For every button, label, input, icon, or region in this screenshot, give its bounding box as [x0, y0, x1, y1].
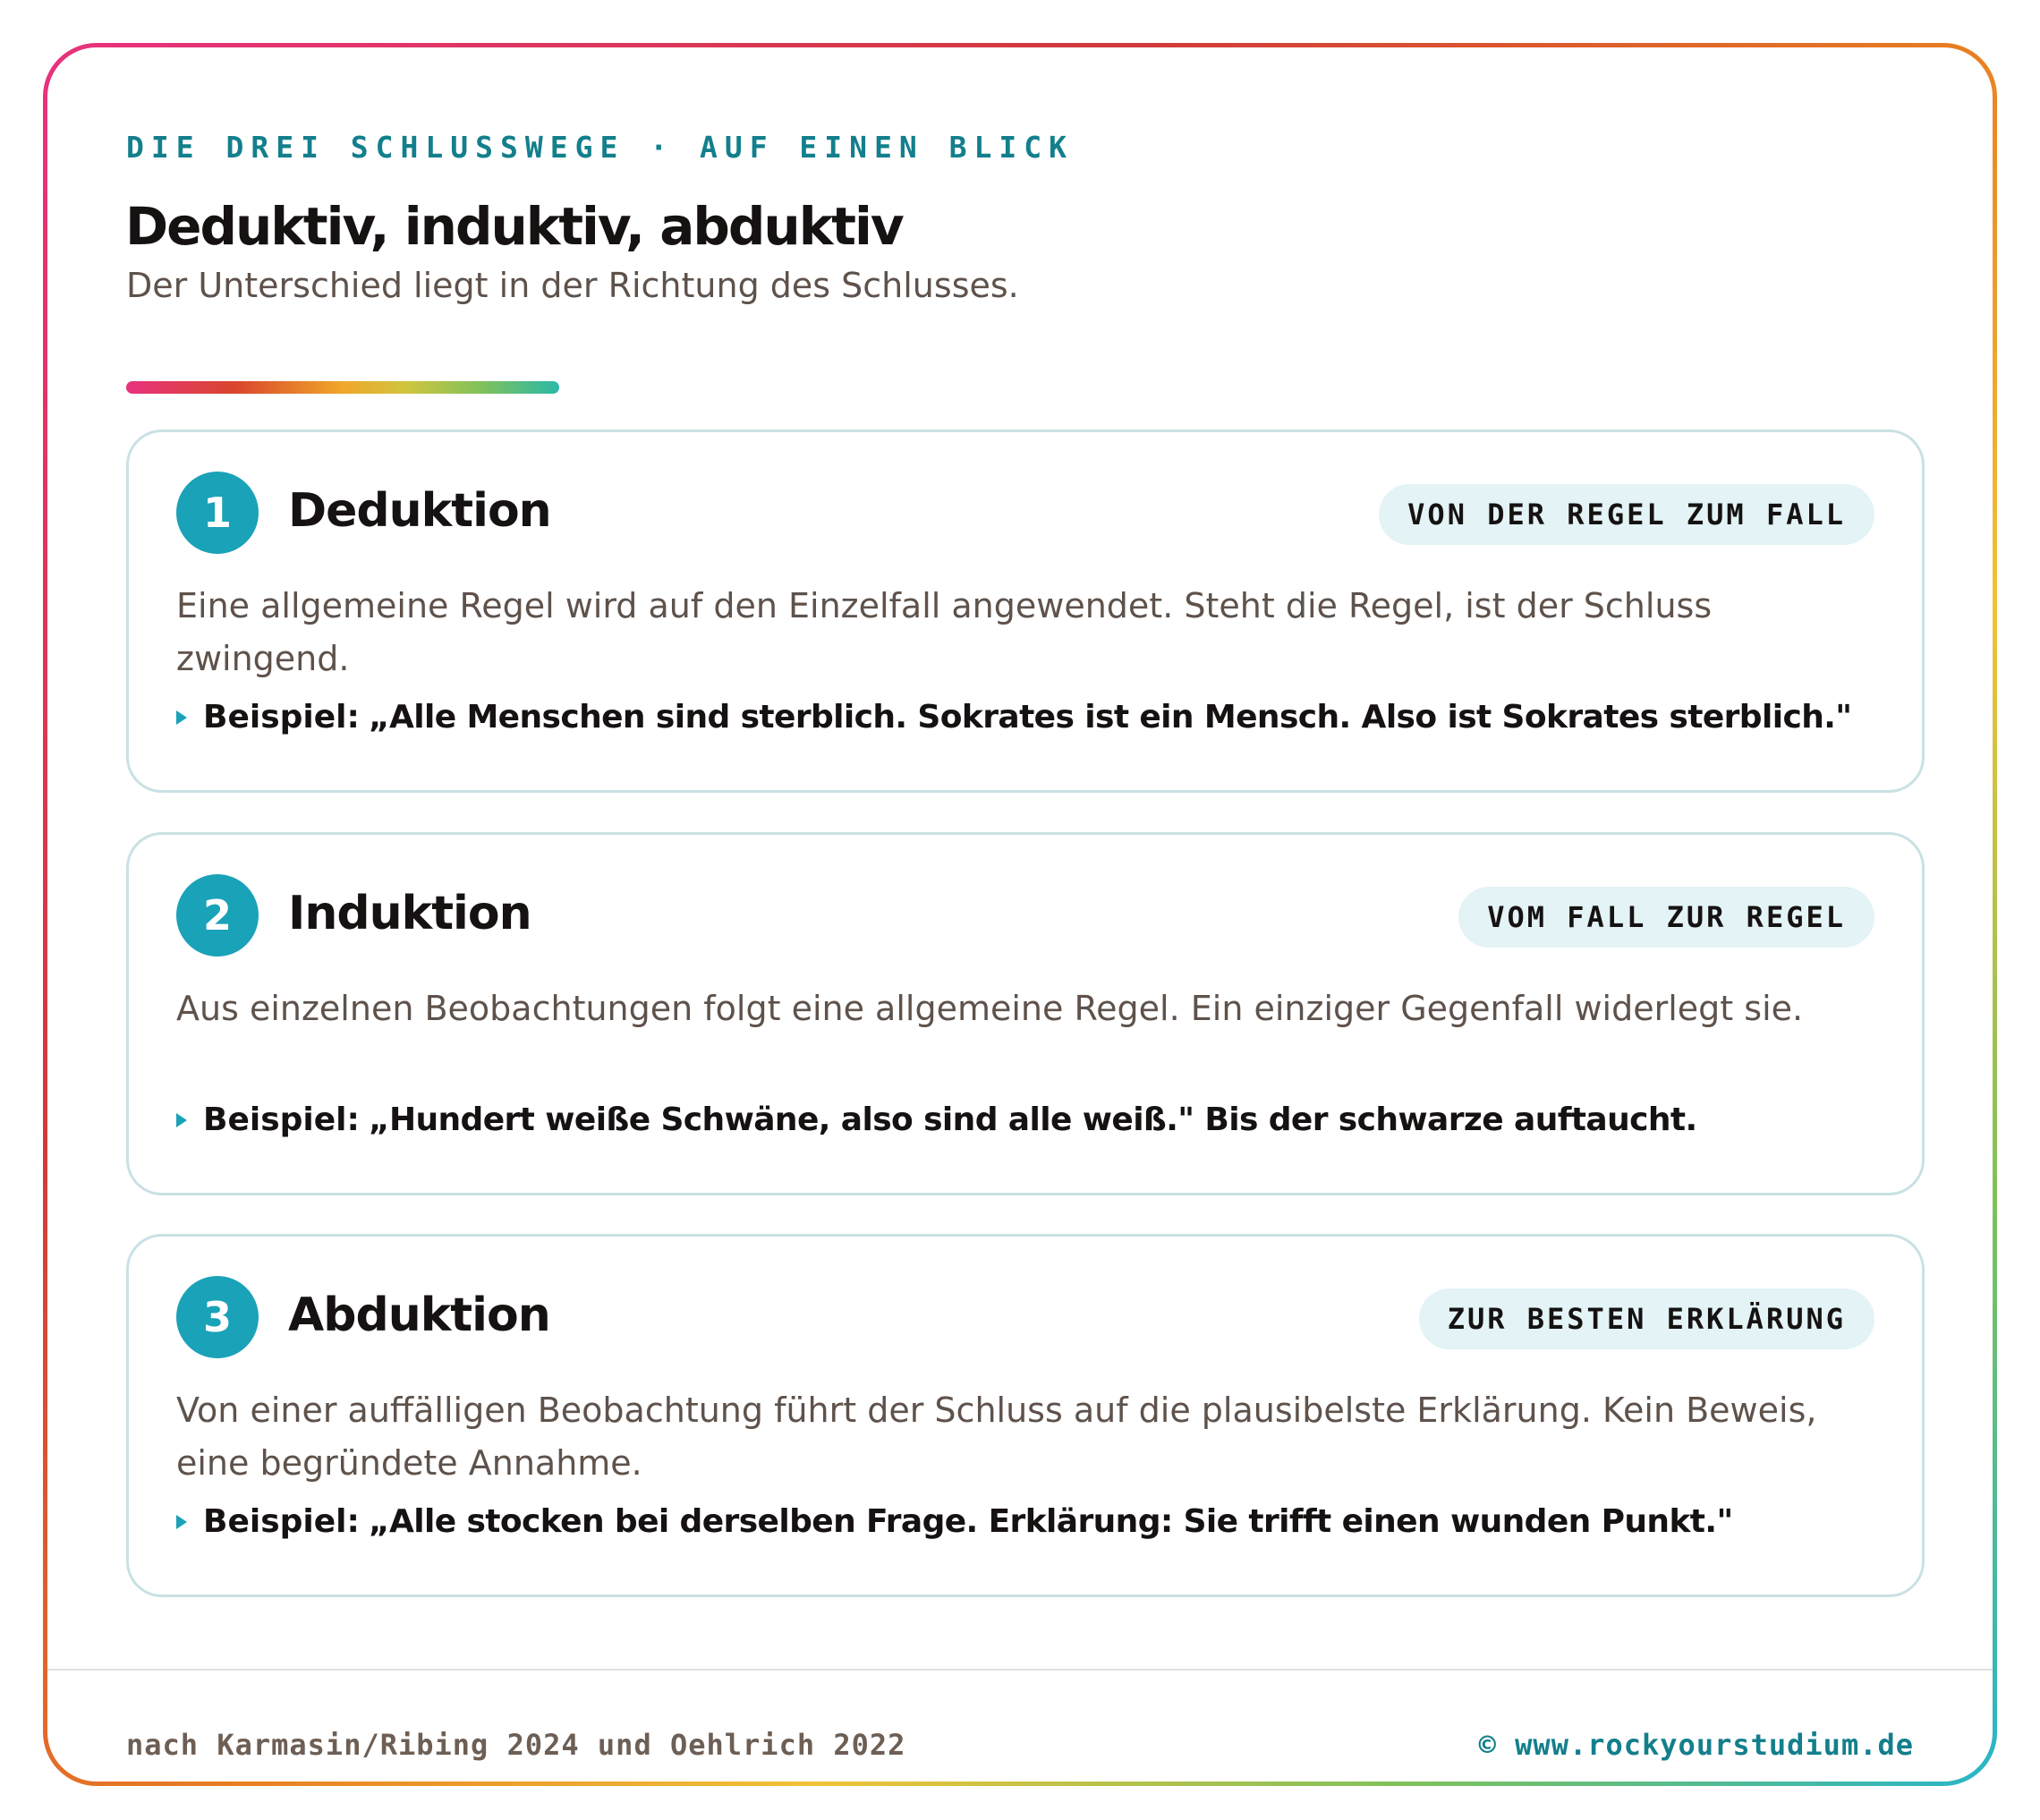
- card-example: [176, 1503, 1733, 1540]
- direction-badge: ZUR BESTEN ERKLÄRUNG: [1419, 1288, 1874, 1349]
- eyebrow-label: DIE DREI SCHLUSSWEGE · AUF EINEN BLICK: [126, 130, 1074, 165]
- card-title: Deduktion: [288, 484, 551, 538]
- card-title: Induktion: [288, 887, 531, 940]
- triangle-right-icon: [176, 710, 187, 725]
- triangle-right-icon: [176, 1113, 187, 1127]
- gradient-frame: [43, 43, 1997, 1786]
- example-label: Beispiel:: [203, 1503, 360, 1540]
- footer-copyright: © www.rockyourstudium.de: [1478, 1728, 1914, 1762]
- card-deduktion: [126, 429, 1925, 793]
- page-title: Deduktiv, induktiv, abduktiv: [125, 196, 903, 257]
- footer-source: nach Karmasin/Ribing 2024 und Oehlrich 2022: [126, 1728, 906, 1762]
- direction-badge: VOM FALL ZUR REGEL: [1458, 887, 1874, 948]
- card-description: Eine allgemeine Regel wird auf den Einzelfall angewendet. Steht die Regel, ist der Schluss zwingend.: [176, 586, 1713, 678]
- card-example: [176, 1101, 1697, 1138]
- accent-bar: [126, 381, 559, 394]
- card-description: Aus einzelnen Beobachtungen folgt eine allgemeine Regel. Ein einziger Gegenfall widerlegt sie.: [176, 989, 1804, 1028]
- example-text: „Hundert weiße Schwäne, also sind alle weiß." Bis der schwarze auftaucht.: [368, 1101, 1697, 1138]
- card-example: [176, 699, 1851, 736]
- example-label: Beispiel:: [203, 699, 360, 736]
- direction-badge: VON DER REGEL ZUM FALL: [1379, 484, 1874, 545]
- card-description: Von einer auffälligen Beobachtung führt der Schluss auf die plausibelste Erklärung. Kein Beweis, eine begründete Annahme.: [176, 1391, 1817, 1483]
- example-text: „Alle Menschen sind sterblich. Sokrates ist ein Mensch. Also ist Sokrates sterblich.": [368, 699, 1852, 736]
- card-title: Abduktion: [288, 1288, 550, 1342]
- card-abduktion: [126, 1234, 1925, 1597]
- content-panel: [47, 47, 1993, 1782]
- step-number-badge: 1: [176, 472, 259, 554]
- example-text: „Alle stocken bei derselben Frage. Erklärung: Sie trifft einen wunden Punkt.": [368, 1503, 1733, 1540]
- card-induktion: [126, 832, 1925, 1195]
- step-number-badge: 3: [176, 1276, 259, 1358]
- triangle-right-icon: [176, 1515, 187, 1529]
- example-label: Beispiel:: [203, 1101, 360, 1138]
- page-subtitle: Der Unterschied liegt in der Richtung des Schlusses.: [126, 266, 1019, 305]
- footer-divider: [47, 1669, 1993, 1671]
- step-number-badge: 2: [176, 874, 259, 957]
